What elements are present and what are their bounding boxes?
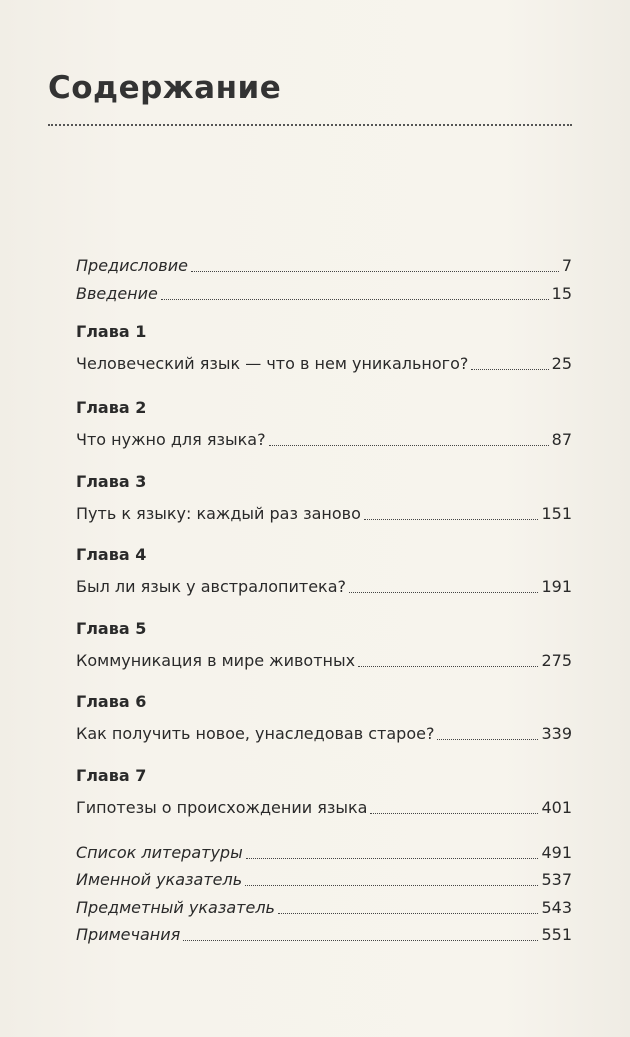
- toc-entry-label: Именной указатель: [76, 870, 243, 889]
- toc-entry-chapter-4[interactable]: [76, 573, 572, 597]
- toc-entry-label: Что нужно для языка?: [76, 430, 266, 449]
- toc-entry-introduction[interactable]: [76, 280, 572, 304]
- toc-entry-chapter-7[interactable]: [76, 794, 572, 818]
- toc-entry-name-index[interactable]: [76, 866, 572, 890]
- title-divider: [48, 124, 572, 126]
- chapter-heading: Глава 7: [76, 766, 147, 785]
- toc-entry-label: Гипотезы о происхождении языка: [76, 798, 368, 817]
- toc-entry-page: 7: [561, 256, 572, 275]
- leader-dots: [358, 666, 538, 667]
- leader-dots: [246, 858, 539, 859]
- toc-entry-label: Список литературы: [76, 843, 243, 862]
- toc-entry-label: Предисловие: [76, 256, 188, 275]
- toc-entry-page: 151: [541, 504, 572, 523]
- toc-entry-label: Был ли язык у австралопитека?: [76, 577, 347, 596]
- toc-entry-page: 275: [541, 651, 572, 670]
- toc-entry-chapter-1[interactable]: [76, 350, 572, 374]
- chapter-heading: Глава 5: [76, 619, 147, 638]
- toc-entry-page: 25: [551, 354, 572, 373]
- toc-entry-bibliography[interactable]: [76, 839, 572, 863]
- toc-entry-label: Коммуникация в мире животных: [76, 651, 356, 670]
- toc-entry-chapter-3[interactable]: [76, 500, 572, 524]
- toc-entry-page: 551: [541, 925, 572, 944]
- leader-dots: [161, 299, 549, 300]
- leader-dots: [349, 592, 538, 593]
- leader-dots: [278, 913, 538, 914]
- leader-dots: [364, 519, 539, 520]
- toc-entry-label: Примечания: [76, 925, 181, 944]
- toc-entry-page: 15: [551, 284, 572, 303]
- toc-entry-notes[interactable]: [76, 921, 572, 945]
- page-title: Содержание: [48, 70, 282, 106]
- toc-entry-page: 537: [541, 870, 572, 889]
- toc-entry-label: Введение: [76, 284, 158, 303]
- toc-entry-page: 87: [551, 430, 572, 449]
- toc-entry-page: 491: [541, 843, 572, 862]
- toc-entry-chapter-6[interactable]: [76, 720, 572, 744]
- toc-entry-preface[interactable]: [76, 252, 572, 276]
- toc-entry-label: Предметный указатель: [76, 898, 275, 917]
- toc-entry-label: Как получить новое, унаследовав старое?: [76, 724, 435, 743]
- chapter-heading: Глава 4: [76, 545, 147, 564]
- toc-entry-subject-index[interactable]: [76, 894, 572, 918]
- toc-entry-chapter-5[interactable]: [76, 647, 572, 671]
- leader-dots: [245, 885, 538, 886]
- chapter-heading: Глава 3: [76, 472, 147, 491]
- toc-entry-label: Человеческий язык — что в нем уникального?: [76, 354, 469, 373]
- chapter-heading: Глава 1: [76, 322, 147, 341]
- chapter-heading: Глава 2: [76, 398, 147, 417]
- toc-entry-page: 401: [541, 798, 572, 817]
- leader-dots: [269, 445, 549, 446]
- leader-dots: [191, 271, 559, 272]
- toc-entry-label: Путь к языку: каждый раз заново: [76, 504, 361, 523]
- leader-dots: [471, 369, 548, 370]
- leader-dots: [437, 739, 538, 740]
- toc-entry-page: 339: [541, 724, 572, 743]
- toc-entry-chapter-2[interactable]: [76, 426, 572, 450]
- leader-dots: [370, 813, 538, 814]
- toc-entry-page: 543: [541, 898, 572, 917]
- leader-dots: [183, 940, 538, 941]
- toc-entry-page: 191: [541, 577, 572, 596]
- chapter-heading: Глава 6: [76, 692, 147, 711]
